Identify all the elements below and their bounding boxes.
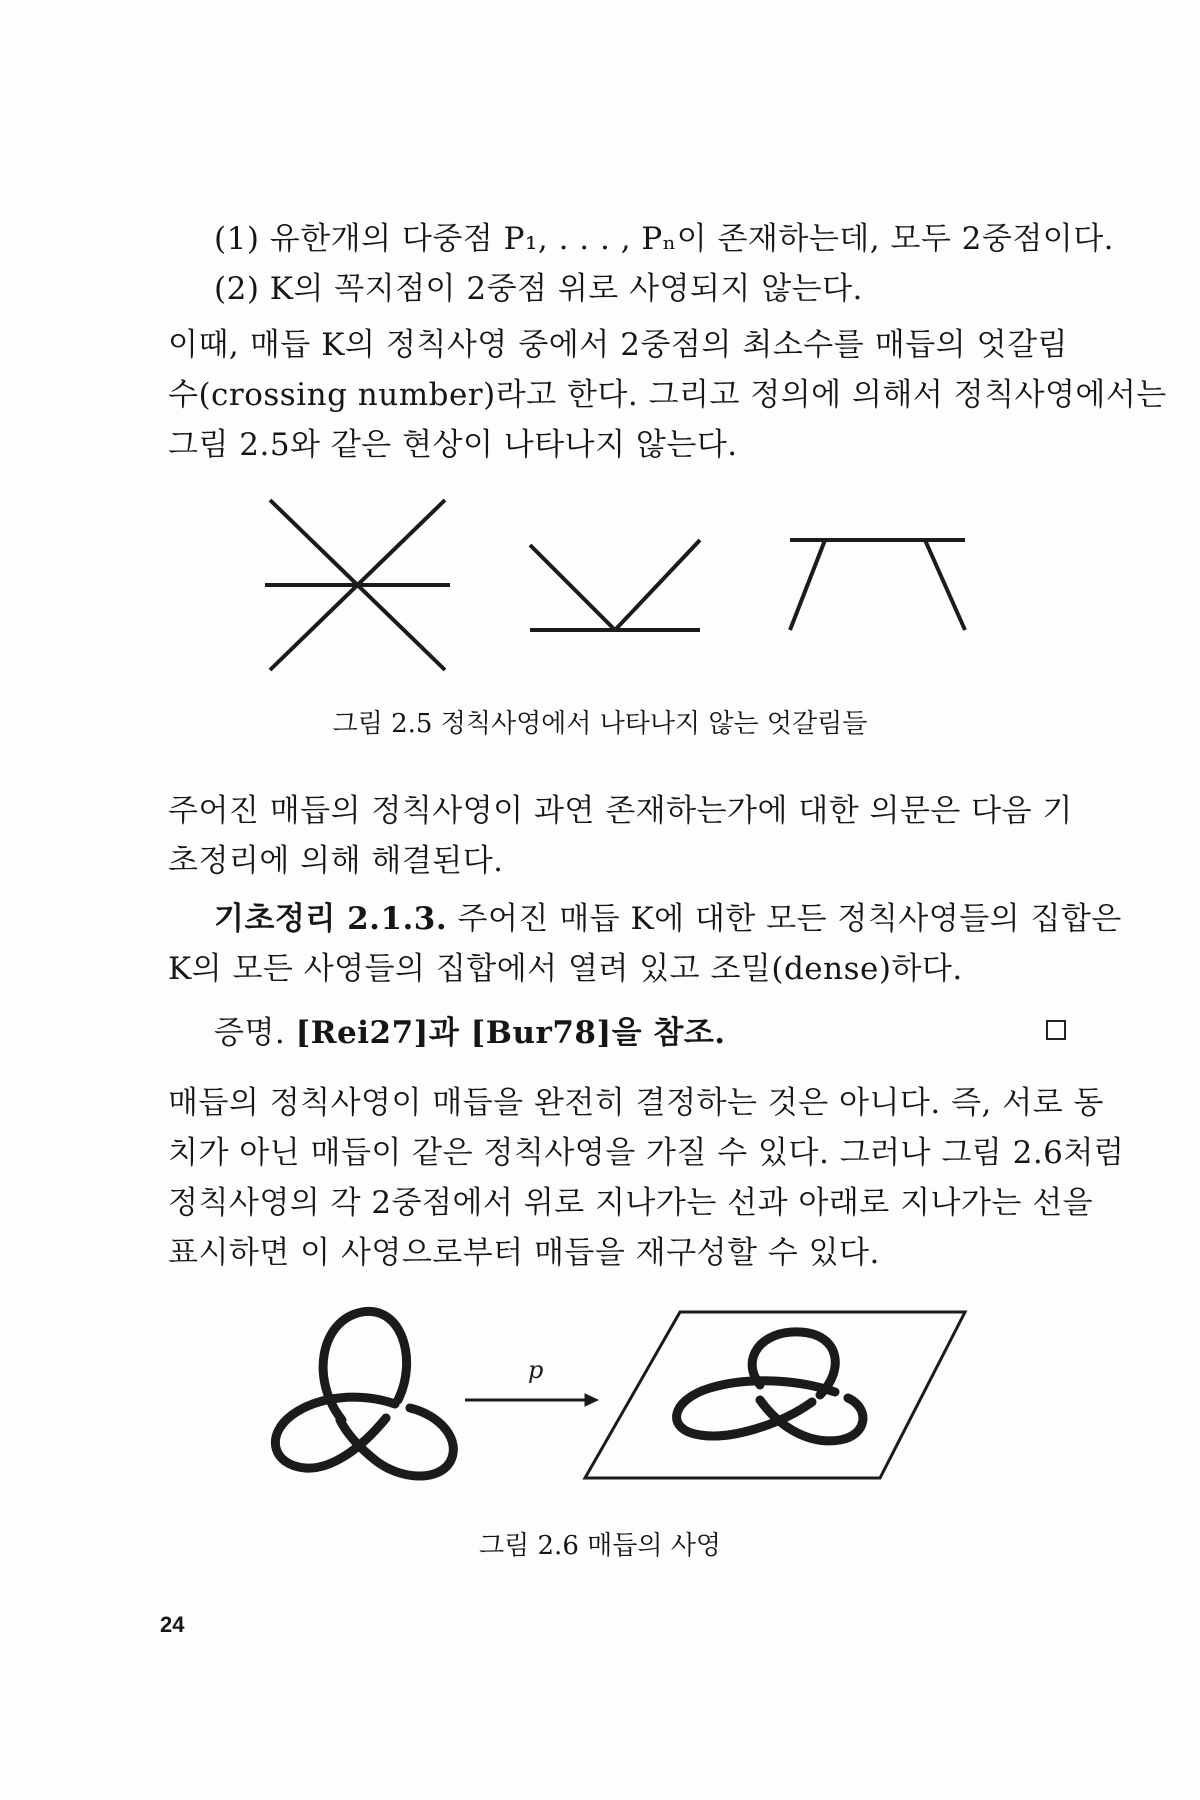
figure-2-5 [0, 490, 1200, 710]
theorem-line: K의 모든 사영들의 집합에서 열려 있고 조밀(dense)하다. [168, 951, 963, 987]
paragraph-line: 표시하면 이 사영으로부터 매듭을 재구성할 수 있다. [168, 1235, 880, 1271]
theorem-label: 기초정리 2.1.3. [214, 901, 448, 937]
proof-references: [Rei27]과 [Bur78]을 참조. [295, 1015, 726, 1051]
paragraph-line: 초정리에 의해 해결된다. [168, 843, 504, 879]
figure-2-5-caption: 그림 2.5 정칙사영에서 나타나지 않는 엇갈림들 [332, 709, 868, 739]
triple-crossing-star-icon [265, 500, 450, 670]
paragraph-line: 그림 2.5와 같은 현상이 나타나지 않는다. [168, 427, 738, 463]
paragraph-line: 매듭의 정칙사영이 매듭을 완전히 결정하는 것은 아니다. 즉, 서로 동 [168, 1085, 1104, 1121]
condition-item-2: (2) K의 꼭지점이 2중점 위로 사영되지 않는다. [214, 271, 863, 307]
figure-2-6-caption: 그림 2.6 매듭의 사영 [479, 1531, 721, 1561]
figure-2-6 [0, 1300, 1200, 1530]
trefoil-knot-icon [275, 1311, 453, 1476]
knot-projection-on-plane-icon [585, 1312, 965, 1478]
page-number: 24 [160, 1612, 185, 1637]
qed-box-icon [1046, 1020, 1066, 1040]
paragraph-line: 주어진 매듭의 정칙사영이 과연 존재하는가에 대한 의문은 다음 기 [168, 793, 1073, 829]
segments-hanging-from-line-icon [790, 540, 965, 630]
proof-line [214, 1010, 1114, 1056]
theorem-line [214, 896, 1122, 942]
paragraph-line: 정칙사영의 각 2중점에서 위로 지나가는 선과 아래로 지나가는 선을 [168, 1185, 1094, 1221]
projection-arrow-icon [465, 1394, 598, 1406]
paragraph-line: 수(crossing number)라고 한다. 그리고 정의에 의해서 정칙사영에서는 [168, 377, 1167, 413]
condition-item-1: (1) 유한개의 다중점 P₁, . . . , Pₙ이 존재하는데, 모두 2중점이다. [214, 221, 1115, 257]
vertex-touching-line-icon [530, 540, 700, 630]
theorem-text: 주어진 매듭 K에 대한 모든 정칙사영들의 집합은 [457, 901, 1122, 937]
proof-label: 증명. [214, 1015, 286, 1051]
paragraph-line: 치가 아닌 매듭이 같은 정칙사영을 가질 수 있다. 그러나 그림 2.6처럼 [168, 1135, 1125, 1171]
projection-arrow-label: p [528, 1356, 544, 1384]
paragraph-line: 이때, 매듭 K의 정칙사영 중에서 2중점의 최소수를 매듭의 엇갈림 [168, 327, 1068, 363]
